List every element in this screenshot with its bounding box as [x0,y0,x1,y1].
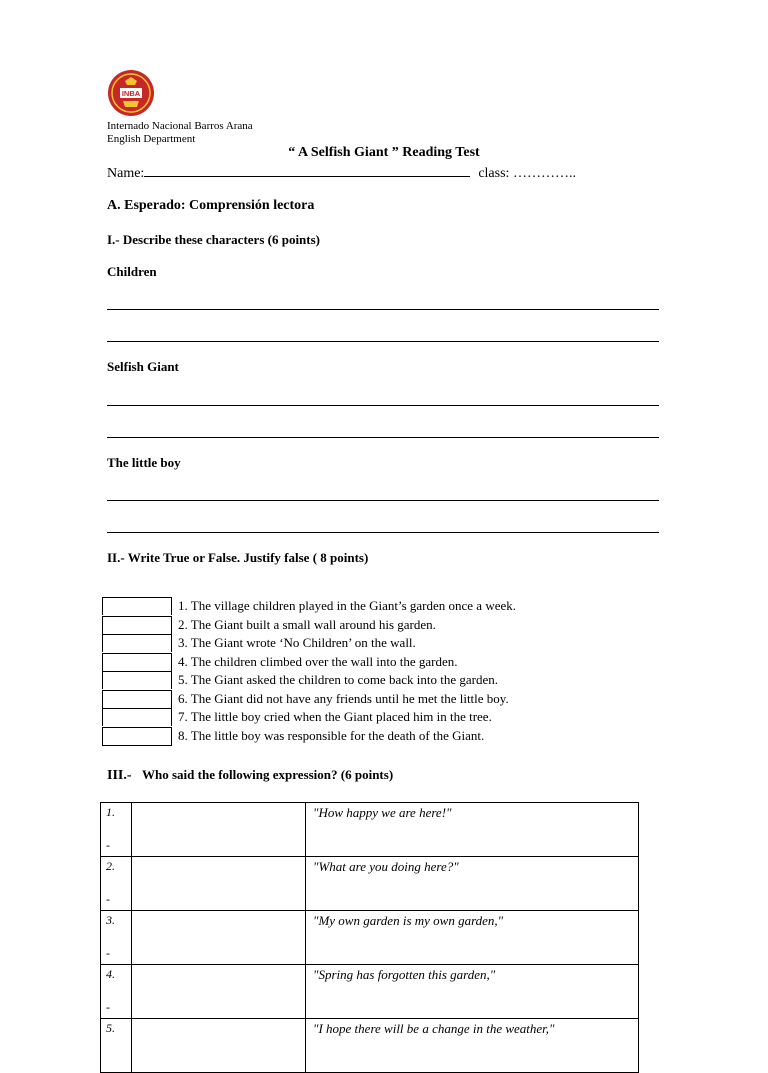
tf-answer-box[interactable] [102,634,172,652]
tf-statement: 6. The Giant did not have any friends until he met the little boy. [178,690,509,706]
tf-answer-box[interactable] [102,671,172,689]
name-label: Name: [107,166,145,181]
section-2-heading: II.- Write True or False. Justify false ( 8 points) [107,550,369,565]
page-title: “ A Selfish Giant ” Reading Test [288,145,480,160]
section-3-heading [107,767,393,784]
row-number-cell [101,803,132,857]
table-row [101,803,639,857]
speaker-answer-cell[interactable] [132,1019,306,1073]
tf-statement: 7. The little boy cried when the Giant placed him in the tree. [178,709,492,724]
tf-statement: 1. The village children played in the Giant’s garden once a week. [178,598,516,613]
section-1-heading: I.- Describe these characters (6 points) [107,232,321,247]
table-row [101,965,639,1019]
row-dash: - [106,946,110,960]
answer-line[interactable] [107,309,659,310]
row-number: 2. [106,859,115,873]
speaker-answer-cell[interactable] [132,857,306,911]
name-input-line[interactable] [144,164,470,177]
school-logo [107,69,155,117]
character-boy-label: The little boy [107,455,181,470]
row-dash: - [106,892,110,906]
section-a-heading: A. Esperado: Comprensión lectora [107,198,315,213]
quote-cell: "What are you doing here?" [306,857,639,911]
table-row [101,857,639,911]
tf-statement: 4. The children climbed over the wall into the garden. [178,653,458,669]
section-3-title: Who said the following expression? (6 points) [142,767,394,782]
row-number: 5. [106,1021,115,1035]
character-giant-label: Selfish Giant [107,359,179,374]
tf-statement: 5. The Giant asked the children to come back into the garden. [178,672,498,687]
row-number-cell [101,1019,132,1073]
row-dash: - [106,1000,110,1014]
row-number-cell [101,911,132,965]
department-name: English Department [107,133,196,145]
row-dash: - [106,838,110,852]
speaker-answer-cell[interactable] [132,911,306,965]
quotes-table [100,802,639,1073]
answer-line[interactable] [107,341,659,342]
quote-cell: "I hope there will be a change in the weather," [306,1019,639,1073]
tf-statement: 2. The Giant built a small wall around his garden. [178,616,436,632]
quote-cell: "Spring has forgotten this garden," [306,965,639,1019]
quote-cell: "My own garden is my own garden," [306,911,639,965]
quote-cell: "How happy we are here!" [306,803,639,857]
answer-line[interactable] [107,405,659,406]
class-label: class: [478,166,510,181]
tf-statement: 3. The Giant wrote ‘No Children’ on the wall. [178,635,416,650]
tf-answer-box[interactable] [102,653,172,671]
row-number: 4. [106,967,115,981]
table-row [101,911,639,965]
answer-line[interactable] [107,500,659,501]
row-number-cell [101,857,132,911]
answer-line[interactable] [107,532,659,533]
tf-answer-box[interactable] [102,690,172,708]
tf-statement: 8. The little boy was responsible for the death of the Giant. [178,727,485,743]
section-3-numeral: III.- [107,768,132,783]
school-name: Internado Nacional Barros Arana [107,120,253,132]
row-number-cell [101,965,132,1019]
tf-answer-box[interactable] [102,727,172,746]
character-children-label: Children [107,264,157,279]
tf-answer-box[interactable] [102,616,172,634]
row-number: 1. [106,805,115,819]
tf-answer-box[interactable] [102,708,172,726]
speaker-answer-cell[interactable] [132,803,306,857]
name-row [107,164,576,182]
school-info [107,120,253,146]
tf-answer-box[interactable] [102,597,172,615]
answer-line[interactable] [107,437,659,438]
table-row [101,1019,639,1073]
speaker-answer-cell[interactable] [132,965,306,1019]
logo-text: INBA [121,89,141,98]
row-number: 3. [106,913,115,927]
class-blank[interactable]: ………….. [512,166,576,181]
